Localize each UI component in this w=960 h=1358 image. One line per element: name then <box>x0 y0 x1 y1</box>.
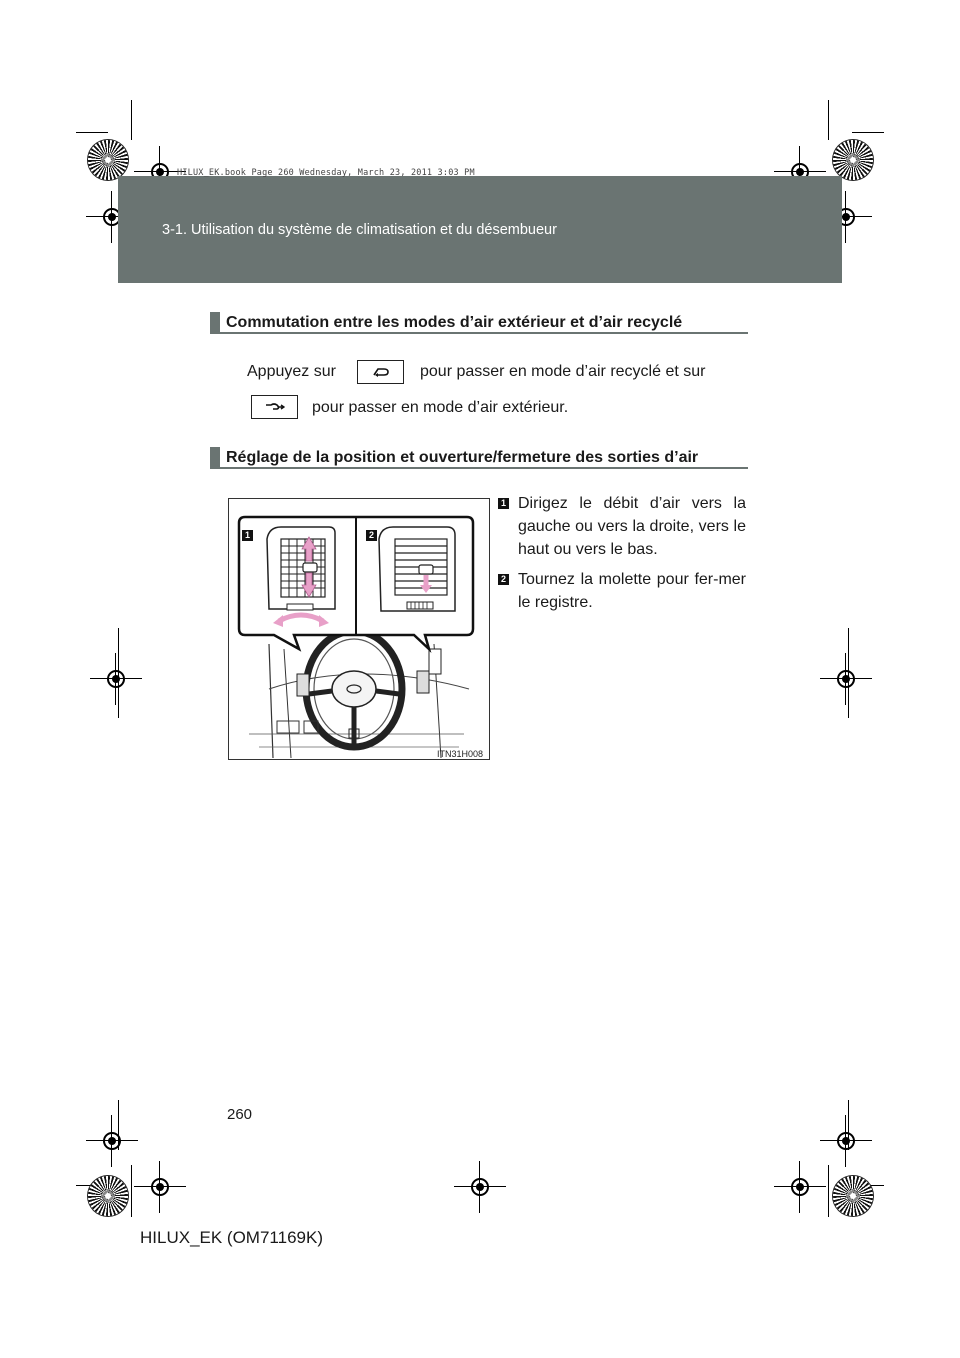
registration-mark <box>148 1175 172 1199</box>
body-text: Appuyez sur <box>247 363 336 380</box>
step-number-1: 1 <box>498 498 509 509</box>
registration-star-bottom-right <box>833 1176 873 1216</box>
registration-mark <box>834 667 858 691</box>
air-vent-illustration <box>228 498 490 760</box>
page-number: 260 <box>227 1106 253 1123</box>
step-number-2: 2 <box>498 574 509 585</box>
body-text: pour passer en mode d’air extérieur. <box>312 399 569 416</box>
section-heading-vent-adjust: Réglage de la position et ouverture/fermeture des sorties d’air <box>210 447 748 469</box>
step-text-1: Dirigez le débit d’air vers la gauche ou vers la droite, vers le haut ou vers le bas. <box>518 495 746 558</box>
registration-mark <box>834 1129 858 1153</box>
registration-mark <box>468 1175 492 1199</box>
figure-callout-1: 1 <box>242 530 253 541</box>
registration-mark <box>100 1129 124 1153</box>
section-heading-air-mode: Commutation entre les modes d’air extérieur et d’air recyclé <box>210 312 748 334</box>
registration-mark <box>104 667 128 691</box>
registration-mark <box>788 1175 812 1199</box>
step-text-2: Tournez la molette pour fer-mer le registre. <box>518 571 746 611</box>
figure-callout-2: 2 <box>366 530 377 541</box>
registration-star-top-left <box>88 140 128 180</box>
recirculated-air-button[interactable] <box>357 360 404 384</box>
outside-air-icon <box>265 402 285 412</box>
model-code: HILUX_EK (OM71169K) <box>140 1228 323 1247</box>
registration-star-top-right <box>833 140 873 180</box>
outside-air-button[interactable] <box>251 395 298 419</box>
body-text: pour passer en mode d’air recyclé et sur <box>420 363 706 380</box>
recirculated-air-icon <box>372 367 390 377</box>
section-title: 3-1. Utilisation du système de climatisation et du désembueur <box>162 222 557 238</box>
figure-code: ITN31H008 <box>437 749 484 759</box>
file-stamp: HILUX_EK.book Page 260 Wednesday, March 23, 2011 3:03 PM <box>177 168 475 178</box>
registration-star-bottom-left <box>88 1176 128 1216</box>
